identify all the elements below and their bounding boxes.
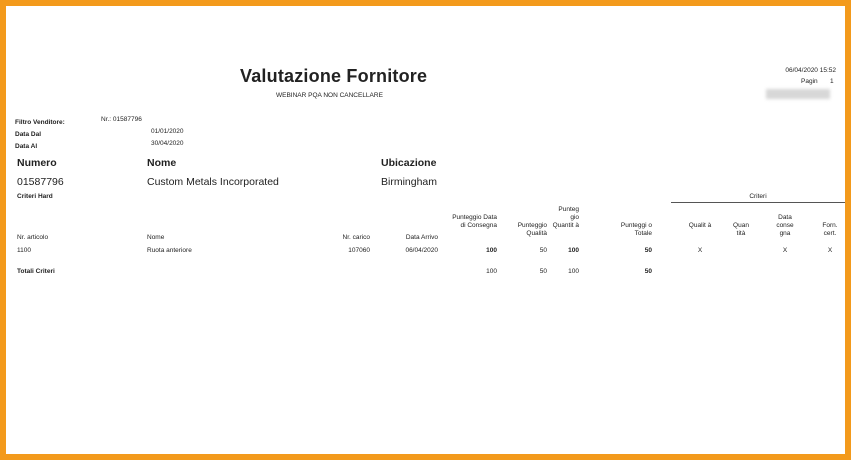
total-quality-score: 50	[539, 268, 547, 275]
hard-criteria-label: Criteri Hard	[17, 193, 53, 200]
vendor-number-header: Numero	[17, 157, 57, 169]
cell-quality-score: 50	[539, 247, 547, 254]
date-from-label: Data Dal	[15, 131, 42, 138]
col-crit-quality: Qualit à	[688, 222, 712, 229]
redacted-area	[766, 89, 830, 99]
total-quantity-score: 100	[568, 268, 579, 275]
col-total-score: Punteggi o Totale	[620, 222, 652, 237]
cell-crit-delivery-date: X	[782, 247, 788, 254]
report-title: Valutazione Fornitore	[240, 66, 428, 86]
criteria-group-underline	[671, 202, 845, 203]
page-number: 1	[830, 78, 834, 85]
date-to-value: 30/04/2020	[151, 140, 184, 147]
vendor-filter-label: Filtro Venditore:	[15, 119, 65, 126]
vendor-name-header: Nome	[147, 157, 177, 169]
col-name: Nome	[147, 234, 165, 241]
cell-name: Ruota anteriore	[147, 247, 192, 254]
col-quality-score: Punteggio Qualità	[517, 222, 547, 237]
col-load-no: Nr. carico	[342, 234, 370, 241]
cell-delivery-date-score: 100	[486, 247, 497, 254]
total-total-score: 50	[644, 268, 652, 275]
vendor-number: 01587796	[17, 176, 64, 188]
cell-crit-quality: X	[697, 247, 703, 254]
col-item-no: Nr. articolo	[17, 234, 49, 241]
cell-arrival-date: 06/04/2020	[405, 247, 438, 254]
cell-crit-supplier: X	[827, 247, 833, 254]
cell-quantity-score: 100	[568, 247, 579, 254]
report-page	[6, 6, 845, 454]
date-from-value: 01/01/2020	[151, 128, 184, 135]
vendor-location: Birmingham	[381, 176, 438, 188]
cell-item-no: 1100	[17, 247, 31, 254]
page-label: Pagin	[801, 78, 818, 85]
col-crit-supplier: Forn. cert.	[822, 222, 838, 237]
col-crit-delivery-date: Data conse gna	[776, 214, 794, 237]
col-crit-quantity: Quan tità	[733, 222, 749, 237]
date-to-label: Data Al	[15, 143, 38, 150]
report-subtitle: WEBINAR PQA NON CANCELLARE	[276, 92, 383, 99]
cell-load-no: 107060	[348, 247, 370, 254]
cell-total-score: 50	[644, 247, 652, 254]
vendor-filter-value: Nr.: 01587796	[101, 116, 142, 123]
vendor-location-header: Ubicazione	[381, 157, 437, 169]
totals-label: Totali Criteri	[17, 268, 55, 275]
vendor-name: Custom Metals Incorporated	[147, 176, 279, 188]
col-arrival-date: Data Arrivo	[405, 234, 438, 241]
col-delivery-date-score: Punteggio Data di Consegna	[452, 214, 497, 229]
col-quantity-score: Punteg gio Quantit à	[552, 206, 579, 229]
total-delivery-date-score: 100	[486, 268, 497, 275]
report-datetime: 06/04/2020 15:52	[785, 67, 836, 74]
criteria-group-header: Criteri	[749, 193, 767, 200]
